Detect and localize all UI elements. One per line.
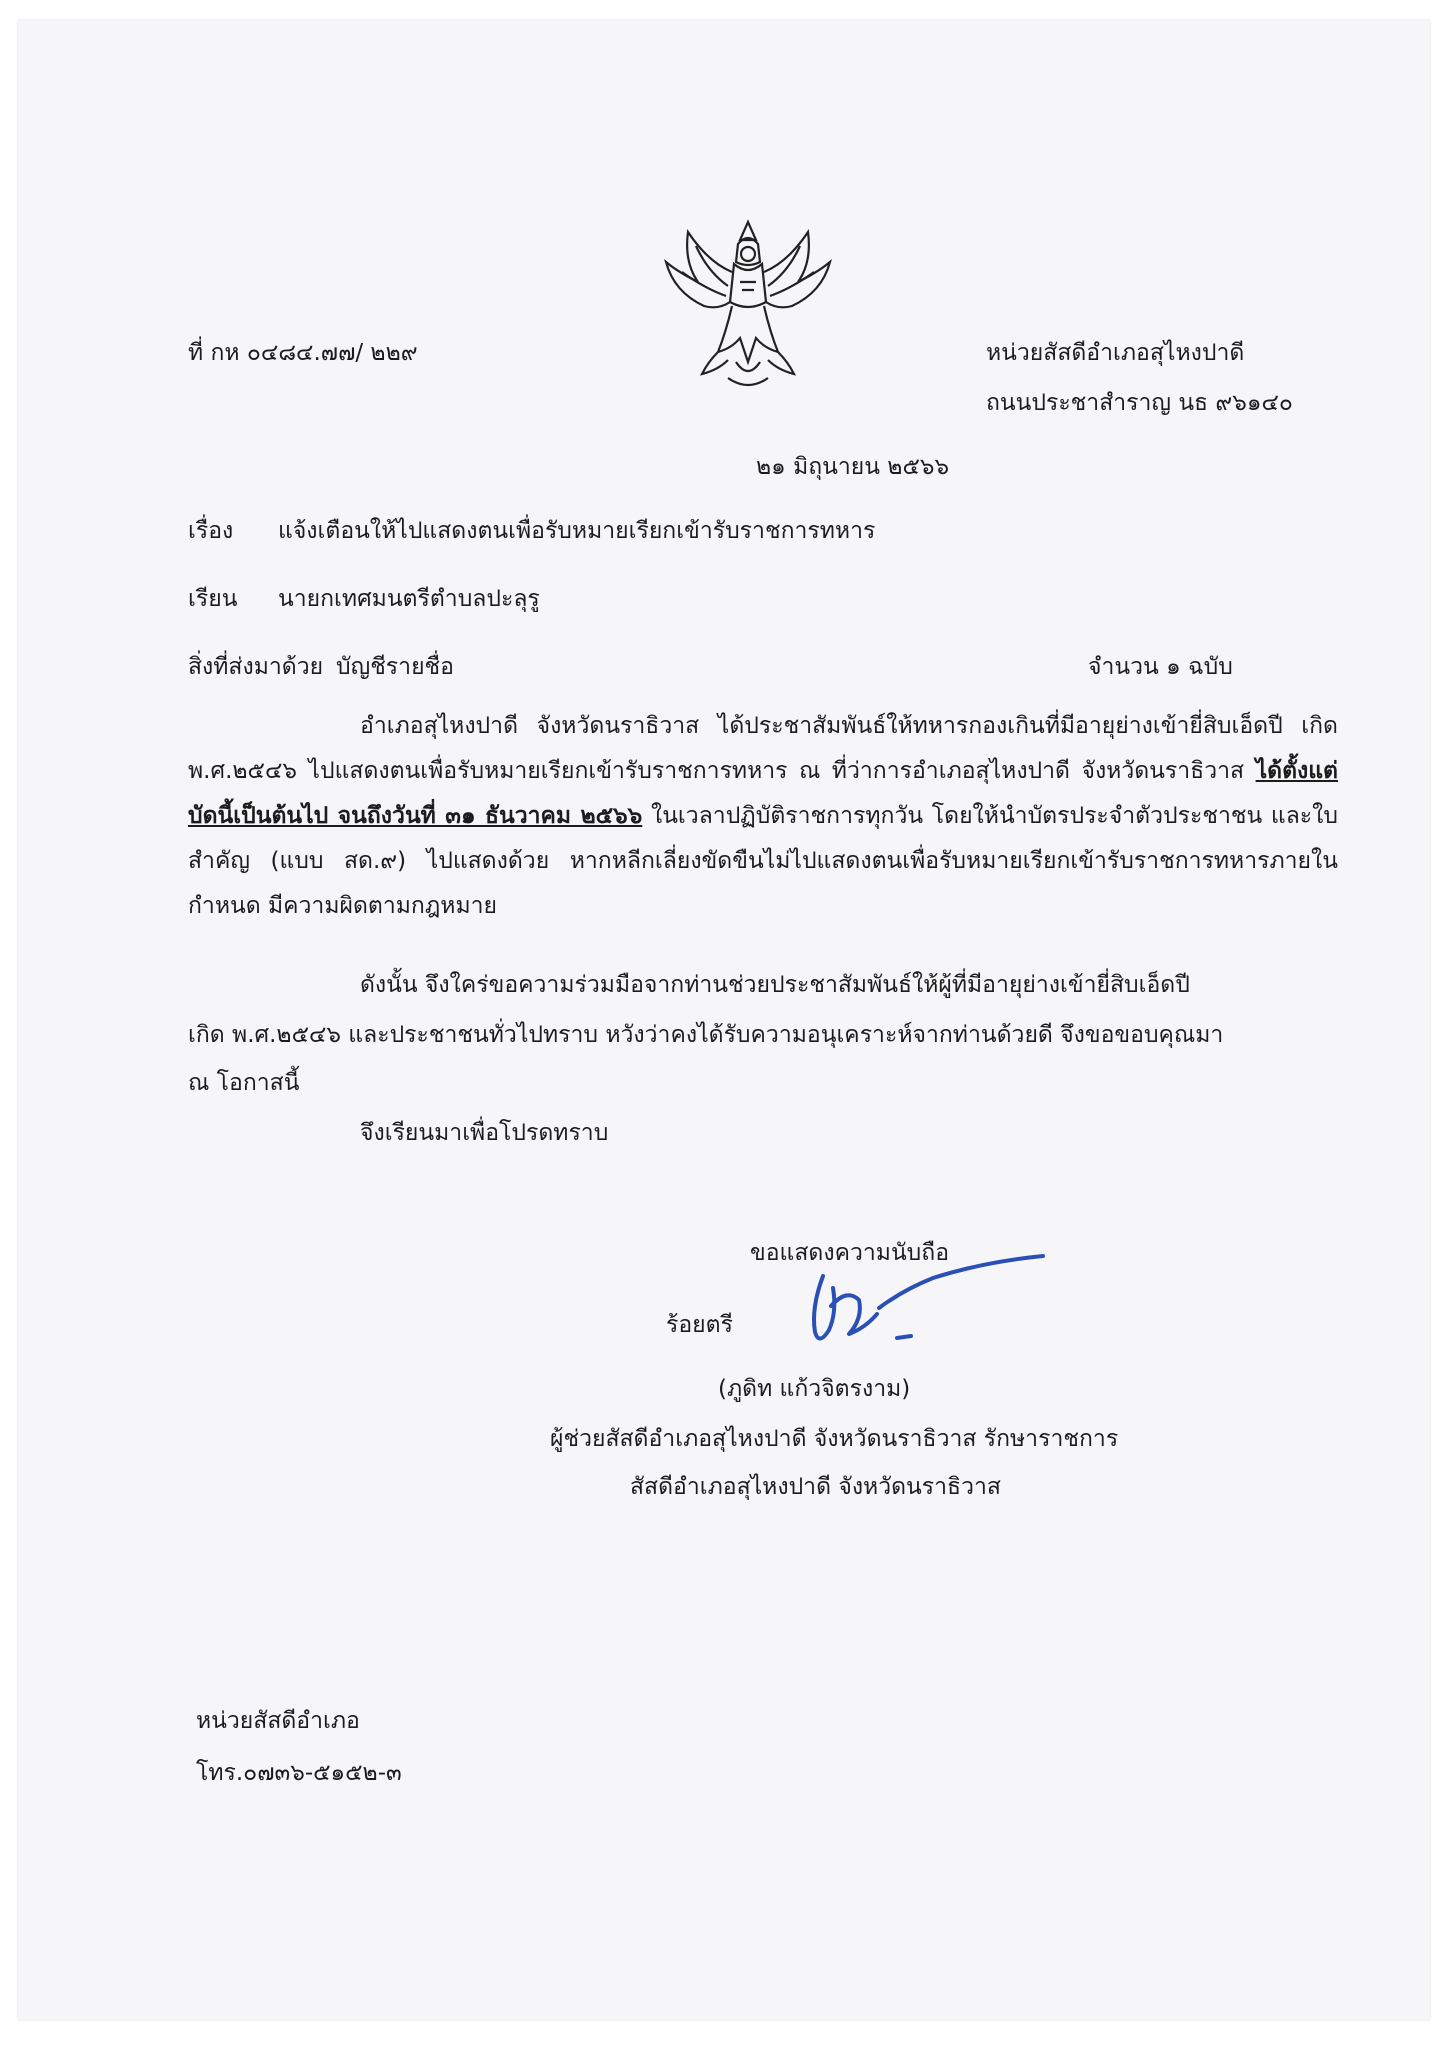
closing-line: จึงเรียนมาเพื่อโปรดทราบ [360,1120,609,1146]
office-name: หน่วยสัสดีอำเภอสุไหงปาดี [986,340,1245,366]
body-paragraph-2-line-1: ดังนั้น จึงใคร่ขอความร่วมมือจากท่านช่วยประชาสัมพันธ์ให้ผู้ที่มีอายุย่างเข้ายี่สิบเอ็ดปี [360,972,1190,998]
enclosure-quantity: จำนวน ๑ ฉบับ [1088,654,1233,680]
footer-phone: โทร.๐๗๓๖-๕๑๕๒-๓ [196,1760,402,1786]
body-paragraph-2-line-2: เกิด พ.ศ.๒๕๔๖ และประชาชนทั่วไปทราบ หวังว่าคงได้รับความอนุเคราะห์จากท่านด้วยดี จึงขอขอบคุณมา [188,1022,1224,1048]
letter-date: ๒๑ มิถุนายน ๒๕๖๖ [756,454,950,480]
office-address: ถนนประชาสำราญ นธ ๙๖๑๔๐ [986,390,1293,416]
reference-number: ที่ กห ๐๔๘๔.๗๗/ ๒๒๙ [188,340,418,366]
body-paragraph-2-line-3: ณ โอกาสนี้ [188,1070,300,1096]
recipient-label: เรียน [188,586,238,612]
signer-position-2: สัสดีอำเภอสุไหงปาดี จังหวัดนราธิวาส [630,1474,1001,1500]
recipient-text: นายกเทศมนตรีตำบลปะลุรู [278,586,540,612]
enclosure-label: สิ่งที่ส่งมาด้วย [188,654,324,680]
document-page [18,20,1430,2020]
signer-name: (ภูดิท แก้วจิตรงาม) [718,1376,911,1402]
subject-text: แจ้งเตือนให้ไปแสดงตนเพื่อรับหมายเรียกเข้ารับราชการทหาร [278,518,876,544]
body-paragraph-1 [188,704,1338,929]
paragraph-1-text-end: ในเวลาปฏิบัติราชการทุกวัน โดยให้นำบัตรประจำตัวประชาชน และใบสำคัญ (แบบ สด.๙) ไปแสดงด้วย หากหลีกเลี่ยงขัดขืนไม่ไปแสดงตนเพื่อรับหมายเรียกเข้ารับราชการทหารภายในกำหนด มีความผิดตามกฎหมาย [188,803,1338,919]
enclosure-text: บัญชีรายชื่อ [336,654,454,680]
subject-label: เรื่อง [188,518,234,544]
garuda-emblem-icon [648,202,848,402]
deadline-emphasis: ได้ตั้งแต่บัดนี้เป็นต้นไป จนถึงวันที่ ๓๑ ธันวาคม ๒๕๖๖ [188,758,1338,829]
signer-position-1: ผู้ช่วยสัสดีอำเภอสุไหงปาดี จังหวัดนราธิวาส รักษาราชการ [550,1426,1119,1452]
footer-unit: หน่วยสัสดีอำเภอ [196,1708,360,1734]
regards-line: ขอแสดงความนับถือ [750,1240,950,1266]
paragraph-1-text: อำเภอสุไหงปาดี จังหวัดนราธิวาส ได้ประชาสัมพันธ์ให้ทหารกองเกินที่มีอายุย่างเข้ายี่สิบเอ็ดปี เกิด พ.ศ.๒๕๔๖ ไปแสดงตนเพื่อรับหมายเรียกเข้ารับราชการทหาร ณ ที่ว่าการอำเภอสุไหงปาดี จังหวัดนราธิวาส [188,713,1338,784]
signer-rank: ร้อยตรี [666,1312,733,1338]
handwritten-signature [793,1248,1068,1353]
